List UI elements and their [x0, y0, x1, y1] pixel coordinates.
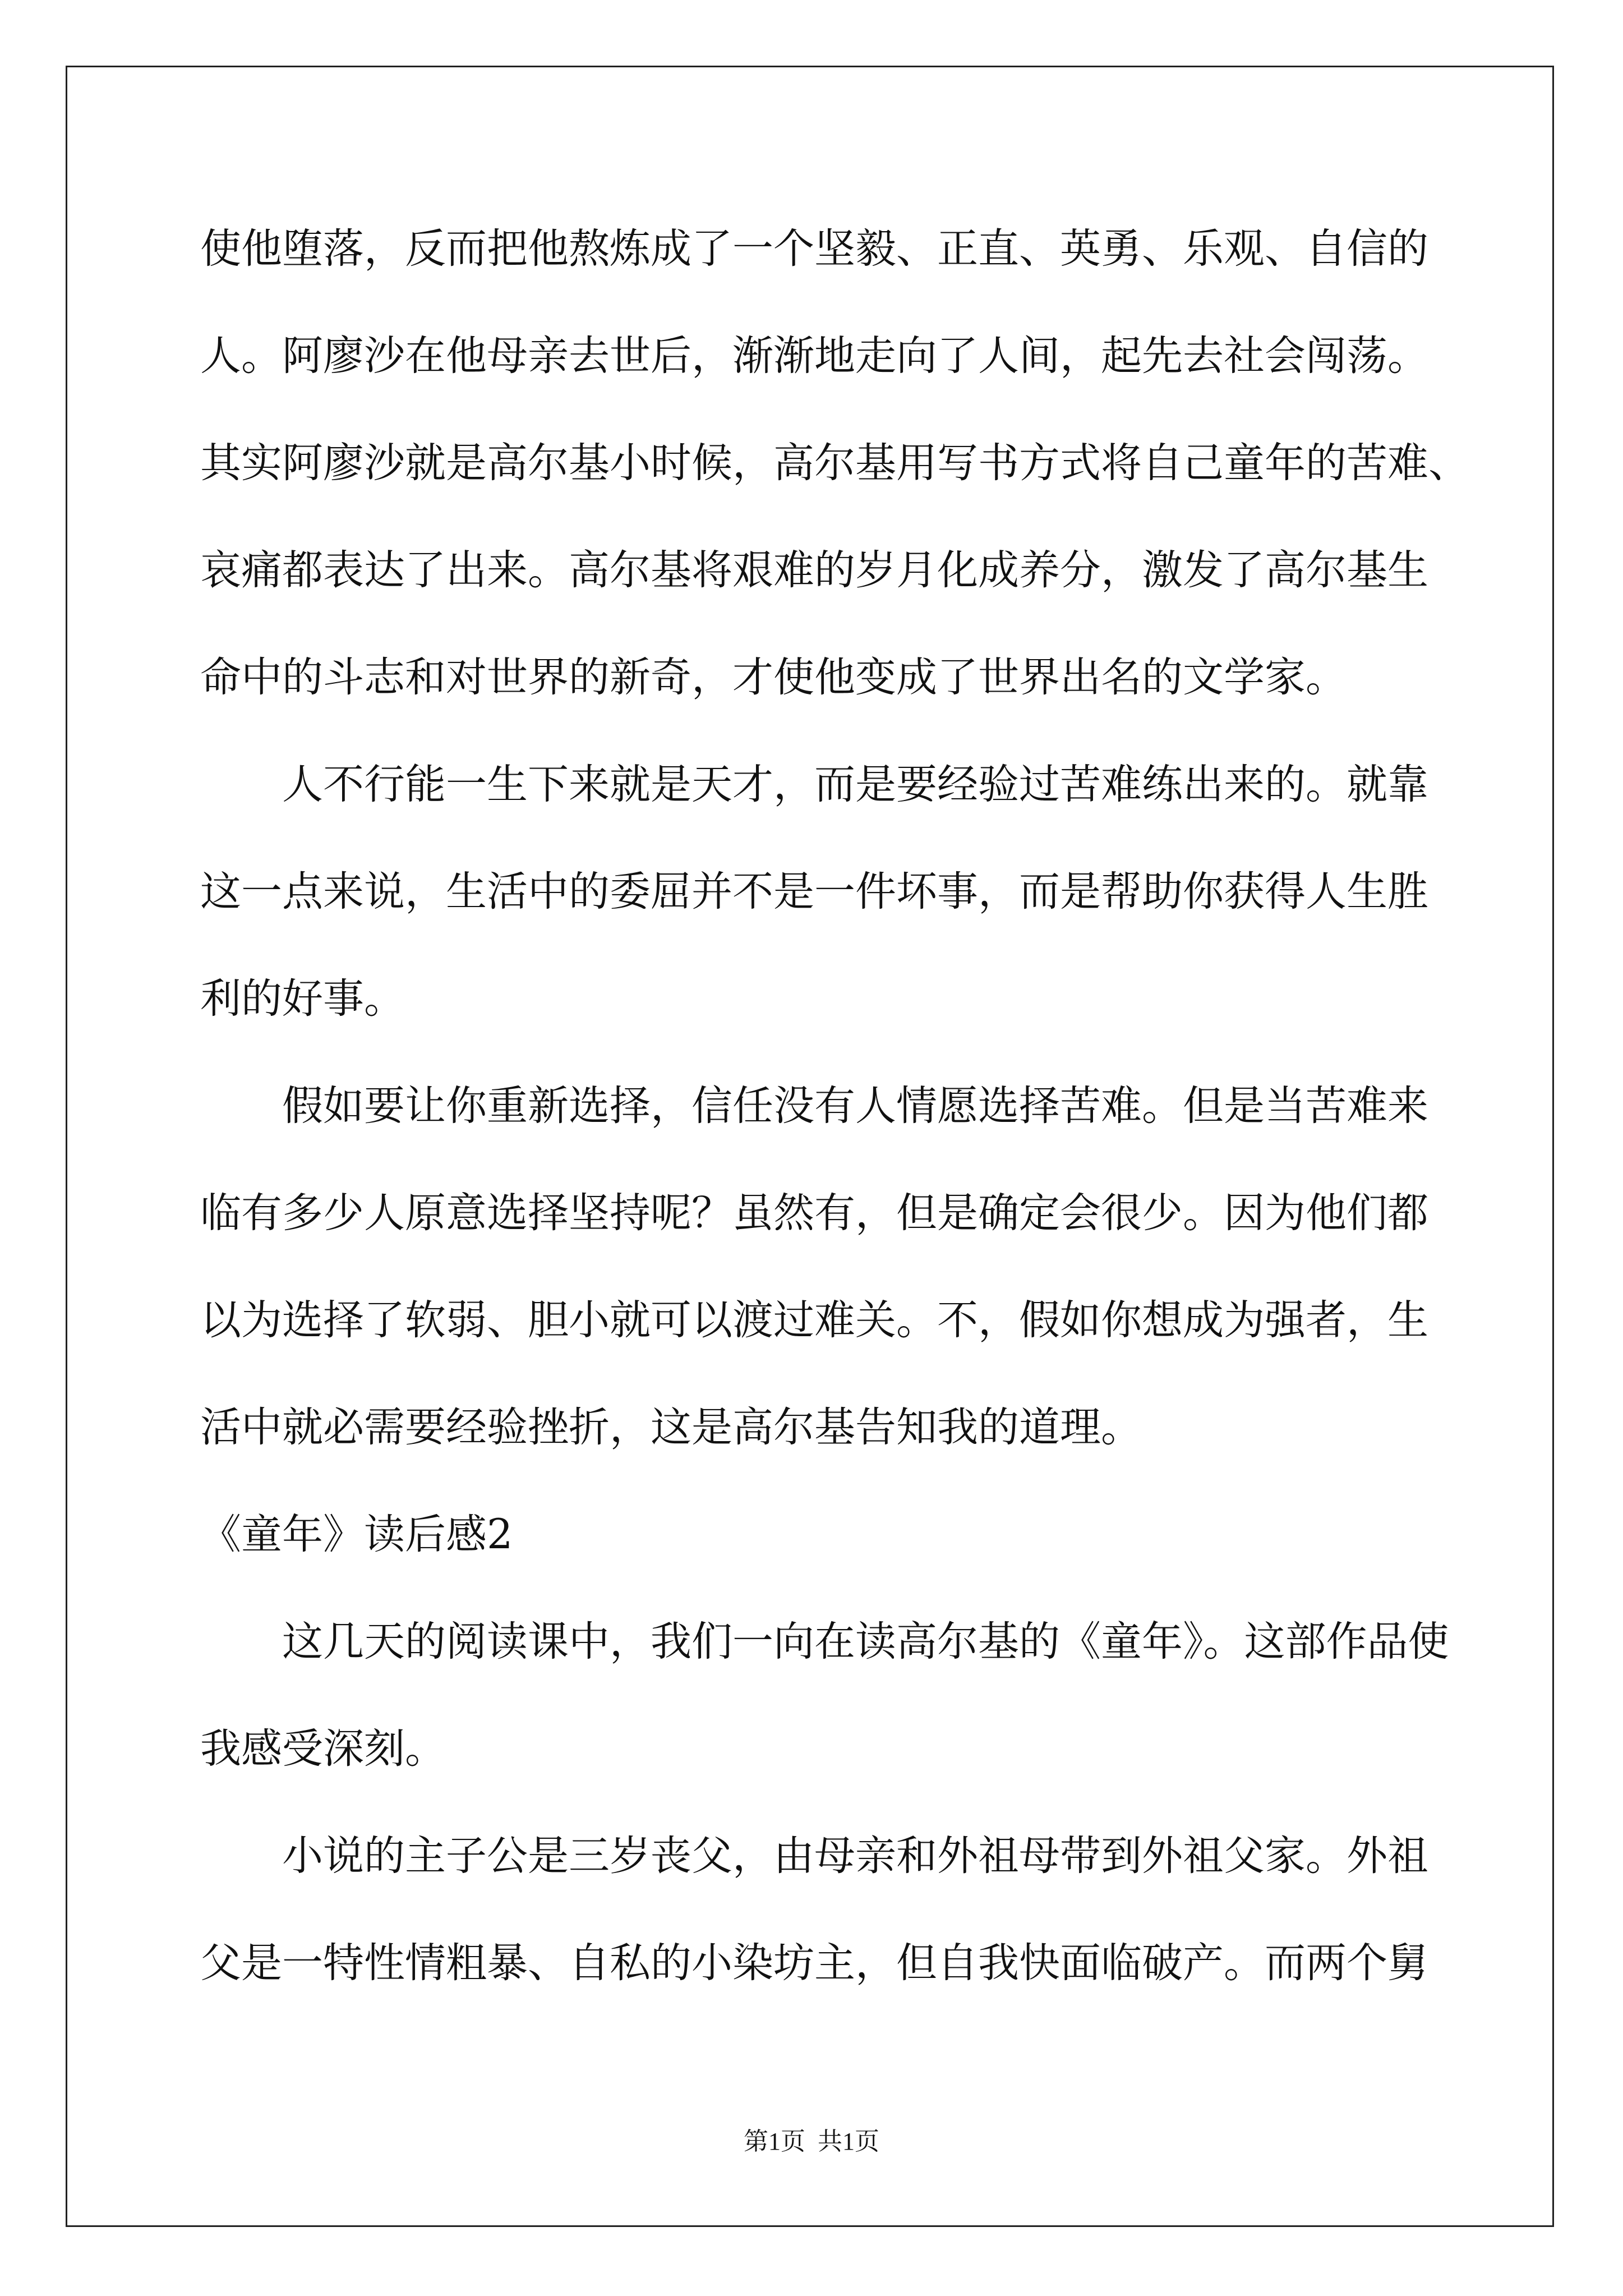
- text-line: 使他堕落，反而把他熬炼成了一个坚毅、正直、英勇、乐观、自信的: [200, 225, 1428, 273]
- page-footer: 第1页 共1页: [744, 2128, 879, 2155]
- text-line: 人不行能一生下来就是天才，而是要经验过苦难练出来的。就靠: [282, 761, 1428, 808]
- paragraph: [200, 1052, 1535, 1481]
- text-line: 这一点来说，生活中的委屈并不是一件坏事，而是帮助你获得人生胜: [200, 868, 1428, 915]
- paragraph: [200, 731, 1535, 1052]
- text-line: 其实阿廖沙就是高尔基小时候，高尔基用写书方式将自己童年的苦难、: [200, 439, 1469, 487]
- text-line: 我感受深刻。: [200, 1725, 446, 1773]
- section-heading: 《童年》读后感2: [200, 1511, 513, 1558]
- text-line: 利的好事。: [200, 975, 405, 1023]
- text-line: 以为选择了软弱、胆小就可以渡过难关。不，假如你想成为强者，生: [200, 1296, 1428, 1344]
- document-body: [200, 195, 1535, 2017]
- paragraph: [200, 1588, 1535, 1802]
- text-line: 人。阿廖沙在他母亲去世后，渐渐地走向了人间，起先去社会闯荡。: [200, 332, 1428, 380]
- text-line: 临有多少人原意选择坚持呢？虽然有，但是确定会很少。因为他们都: [200, 1189, 1428, 1237]
- text-line: 父是一特性情粗暴、自私的小染坊主，但自我快面临破产。而两个舅: [200, 1939, 1428, 1987]
- text-line: 小说的主子公是三岁丧父，由母亲和外祖母带到外祖父家。外祖: [282, 1832, 1428, 1880]
- text-line: 这几天的阅读课中，我们一向在读高尔基的《童年》。这部作品使: [282, 1618, 1449, 1665]
- paragraph: [200, 195, 1535, 731]
- text-line: 假如要让你重新选择，信任没有人情愿选择苦难。但是当苦难来: [282, 1082, 1428, 1130]
- paragraph: [200, 1802, 1535, 2017]
- text-line: 命中的斗志和对世界的新奇，才使他变成了世界出名的文学家。: [200, 654, 1347, 701]
- text-line: 活中就必需要经验挫折，这是高尔基告知我的道理。: [200, 1404, 1142, 1451]
- text-line: 哀痛都表达了出来。高尔基将艰难的岁月化成养分，激发了高尔基生: [200, 546, 1428, 594]
